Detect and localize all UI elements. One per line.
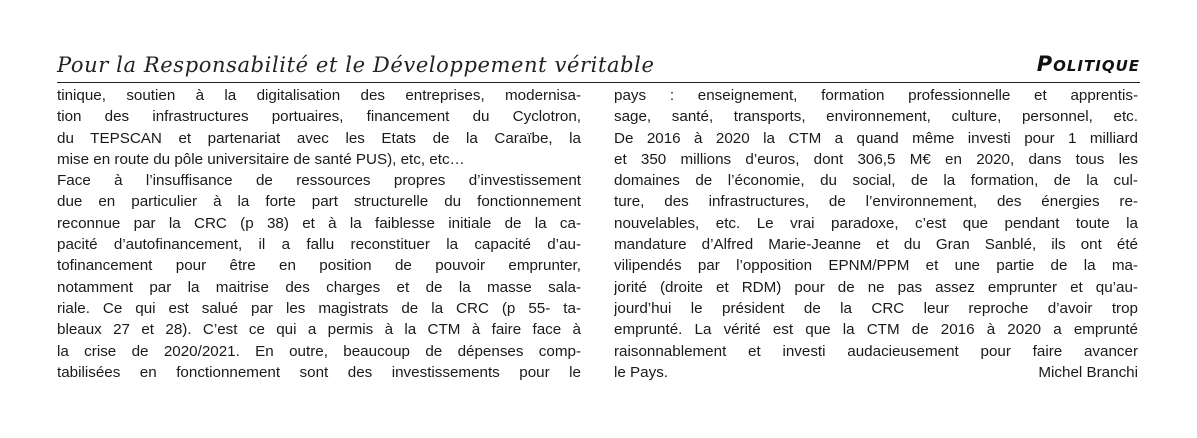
text-line: vilipendés par l’opposition EPNM/PPM et une partie de la ma- <box>614 257 1138 275</box>
closing-line <box>614 362 1138 383</box>
text-line: emprunté. La vérité est que la CTM de 2016 à 2020 a emprunté <box>614 321 1138 339</box>
text-line: mandature d’Alfred Marie-Jeanne et du Gran Sanblé, ils ont été <box>614 236 1138 254</box>
text-line: tinique, soutien à la digitalisation des entreprises, modernisa- <box>57 87 581 104</box>
running-header-title: Pour la Responsabilité et le Développement véritable <box>57 53 655 77</box>
right-column <box>614 85 1138 383</box>
text-line: et 350 millions d’euros, dont 306,5 M€ en 2020, dans tous les <box>614 150 1138 168</box>
author-signature: Michel Branchi <box>1038 363 1138 381</box>
text-line: nouvelables, etc. Le vrai paradoxe, c’est que pendant toute la <box>614 214 1138 232</box>
section-label: Politique <box>1036 52 1140 76</box>
text-line: la crise de 2020/2021. En outre, beaucoup de dépenses comp- <box>57 342 581 360</box>
text-line: reconnue par la CRC (p 38) et à la faiblesse initiale de la ca- <box>57 214 581 232</box>
text-line: riale. Ce qui est salué par les magistrats de la CRC (p 55- ta- <box>57 299 581 317</box>
left-column <box>57 85 581 383</box>
text-line: bleaux 27 et 28). C’est ce qui a permis à la CTM à faire face à <box>57 321 581 339</box>
text-line: pacité d’autofinancement, il a fallu reconstituer la capacité d’au- <box>57 236 581 254</box>
text-line: ture, des infrastructures, de l’environnement, des énergies re- <box>614 193 1138 211</box>
text-line: due en particulier à la forte part structurelle du fonctionnement <box>57 193 581 211</box>
text-line: tofinancement pour être en position de pouvoir emprunter, <box>57 257 581 275</box>
text-line: mise en route du pôle universitaire de santé PUS), etc, etc… <box>57 150 465 168</box>
text-line: tion des infrastructures portuaires, financement du Cyclotron, <box>57 108 581 126</box>
text-line: tabilisées en fonctionnement sont des investissements pour le <box>57 363 581 381</box>
text-line: Face à l’insuffisance de ressources propres d’investissement <box>57 172 581 190</box>
text-line: raisonnablement et investi audacieusement pour faire avancer <box>614 342 1138 360</box>
text-line: du TEPSCAN et partenariat avec les Etats de la Caraïbe, la <box>57 129 581 147</box>
closing-text: le Pays. <box>614 363 669 381</box>
text-line: jorité (droite et RDM) pour de ne pas assez emprunter et qu’au- <box>614 278 1138 296</box>
text-line: pays : enseignement, formation professionnelle et apprentis- <box>614 87 1138 104</box>
text-line: domaines de l’économie, du social, de la formation, de la cul- <box>614 172 1138 190</box>
text-line: jourd’hui le président de la CRC leur reproche d’avoir trop <box>614 299 1138 317</box>
header-divider <box>57 82 1140 83</box>
text-line: sage, santé, transports, environnement, culture, personnel, etc. <box>614 108 1138 126</box>
text-line: notamment par la maitrise des charges et de la masse sala- <box>57 278 581 296</box>
text-line: De 2016 à 2020 la CTM a quand même investi pour 1 milliard <box>614 129 1138 147</box>
